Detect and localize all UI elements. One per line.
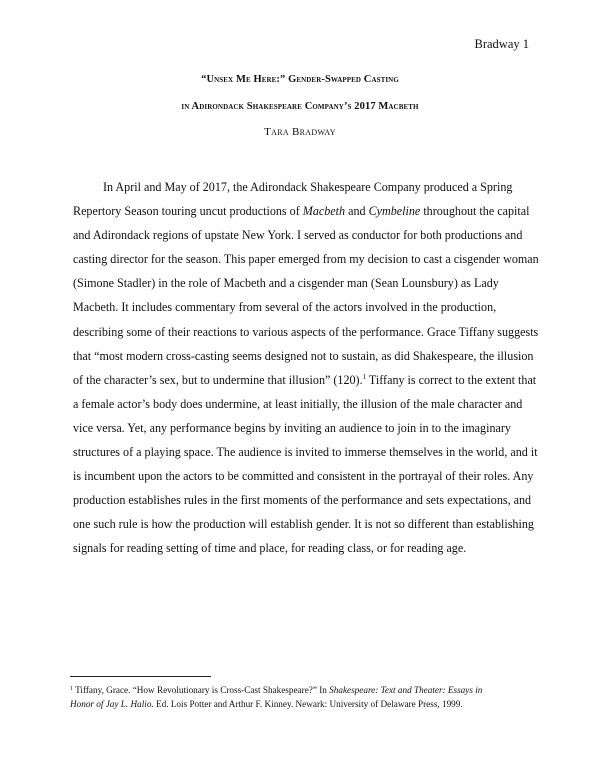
running-head: Bradway 1	[474, 37, 529, 51]
footnote-number: 1	[70, 686, 73, 692]
text-run: of the character’s sex, but to undermine that illusion” (120).	[73, 372, 363, 387]
body-line: structures of a playing space. The audience is invited to immerse themselves in the world, and it	[73, 445, 538, 460]
body-line: vice versa. Yet, any performance begins by inviting an audience to join in to the imaginary	[73, 420, 511, 435]
body-line: In April and May of 2017, the Adirondack Shakespeare Company produced a Spring	[103, 180, 513, 194]
text-run: and	[345, 204, 369, 219]
footnote-line	[70, 697, 540, 711]
footnote-line	[70, 683, 540, 697]
title-line-1: “Unsex Me Here:” Gender-Swapped Casting	[201, 74, 399, 85]
body-line: Macbeth. It includes commentary from several of the actors involved in the production,	[73, 300, 497, 315]
body-line: is incumbent upon the actors to be committed and consistent in the portrayal of their roles. Any	[73, 469, 534, 484]
play-title-cymbeline: Cymbeline	[368, 204, 421, 219]
text-run: Tiffany, Grace. “How Revolutionary is Cross-Cast Shakespeare?” In	[73, 685, 330, 695]
body-line: and Adirondack regions of upstate New York. I served as conductor for both productions and	[73, 228, 523, 243]
book-title: Shakespeare: Text and Theater: Essays in	[329, 685, 483, 695]
body-line: signals for reading setting of time and place, for reading class, or for reading age.	[73, 541, 467, 556]
body-line: a female actor’s body does undermine, at least initially, the illusion of the male character and	[73, 396, 523, 411]
body-line: casting director for the season. This paper emerged from my decision to cast a cisgender woman	[73, 252, 539, 267]
book-title-cont: Honor of Jay L. Halio.	[70, 699, 154, 709]
text-run: Ed. Lois Potter and Arthur F. Kinney. Newark: University of Delaware Press, 1999.	[153, 699, 463, 709]
author-name: Tara Bradway	[264, 126, 336, 138]
play-title-macbeth: Macbeth	[302, 204, 346, 219]
text-run: Tiffany is correct to the extent that	[366, 372, 537, 387]
body-line: describing some of their reactions to various aspects of the performance. Grace Tiffany suggests	[73, 324, 539, 339]
body-paragraph	[73, 175, 539, 561]
footnote-separator	[70, 676, 211, 677]
body-line: production establishes rules in the first moments of the performance and sets expectations, and	[73, 493, 532, 508]
body-line: that “most modern cross-casting seems designed not to sustain, as did Shakespeare, the illusion	[73, 348, 534, 363]
body-line: (Simone Stadler) in the role of Macbeth and a cisgender man (Sean Lounsbury) as Lady	[73, 276, 499, 291]
footnote-marker: 1	[362, 372, 367, 381]
title-line-2: in Adirondack Shakespeare Company’s 2017 Macbeth	[181, 101, 419, 112]
body-line	[73, 368, 537, 392]
footnote	[70, 683, 540, 711]
text-run: Repertory Season touring uncut productions of	[73, 204, 303, 219]
text-run: throughout the capital	[420, 204, 530, 219]
body-line: one such rule is how the production will establish gender. It is not so different than establishing	[73, 517, 534, 532]
body-line	[73, 199, 533, 223]
